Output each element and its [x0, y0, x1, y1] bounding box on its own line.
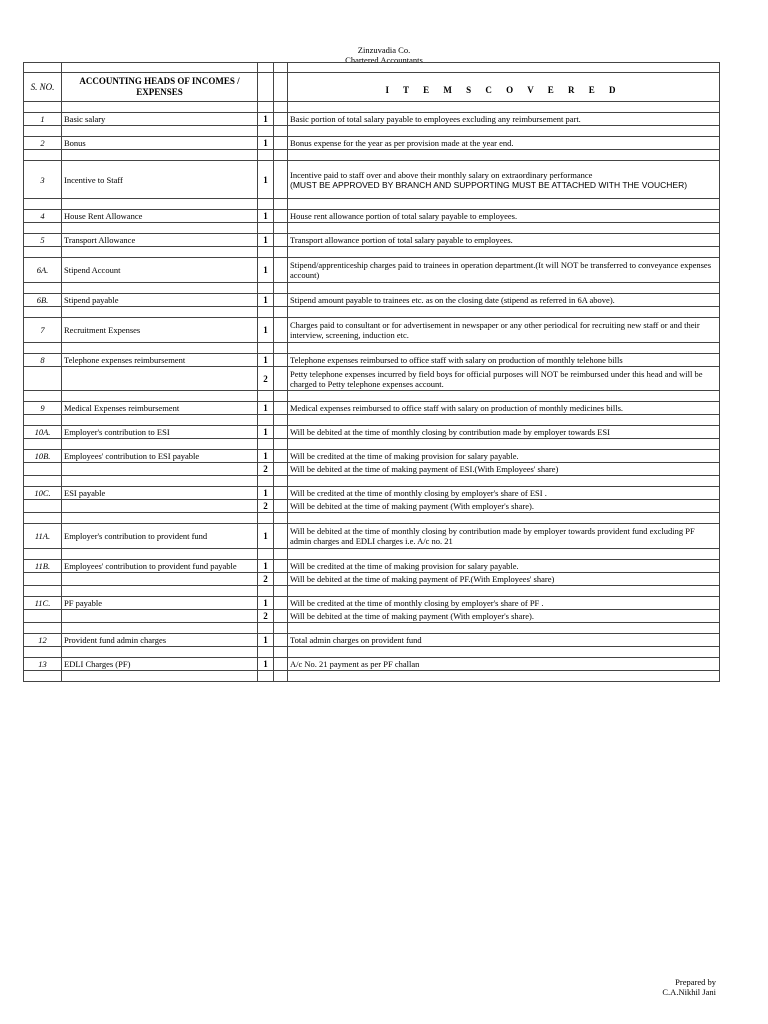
- account-head: [62, 463, 258, 476]
- row-number: 6B.: [24, 294, 62, 307]
- item-text: Will be debited at the time of monthly closing by contribution made by employer towards provident fund excluding PF admin charges and EDLI charges i.e. A/c no. 21: [290, 526, 695, 546]
- table-row: [24, 161, 720, 199]
- item-description: [288, 560, 720, 573]
- account-head: [62, 500, 258, 513]
- row-number: 5: [24, 234, 62, 247]
- entry-number: 1: [258, 294, 274, 307]
- item-text: Medical expenses reimbursed to office staff with salary on production of monthly medicines bills.: [290, 403, 623, 413]
- account-head: Bonus: [62, 137, 258, 150]
- entry-number: 1: [258, 161, 274, 199]
- account-head: Recruitment Expenses: [62, 318, 258, 343]
- item-description: [288, 402, 720, 415]
- entry-number: 1: [258, 560, 274, 573]
- company-subtitle: Chartered Accountants: [345, 55, 423, 62]
- item-description: [288, 161, 720, 199]
- table-row: [24, 500, 720, 513]
- row-number: 11C.: [24, 597, 62, 610]
- account-head: [62, 573, 258, 586]
- item-description: [288, 463, 720, 476]
- table-row: [24, 487, 720, 500]
- table-row: [24, 318, 720, 343]
- item-text: Telephone expenses reimbursed to office staff with salary on production of monthly telehone bills: [290, 355, 623, 365]
- table-row: [24, 234, 720, 247]
- account-head: [62, 367, 258, 391]
- item-description: [288, 258, 720, 283]
- row-number: 1: [24, 113, 62, 126]
- item-text: Stipend/apprenticeship charges paid to trainees in operation department.(It will NOT be transferred to conveyance expenses account): [290, 260, 711, 280]
- row-number: 10B.: [24, 450, 62, 463]
- account-head: Stipend Account: [62, 258, 258, 283]
- item-text: Will be debited at the time of making payment (With employer's share).: [290, 501, 534, 511]
- item-text: Charges paid to consultant or for advertisement in newspaper or any other periodical for recruiting new staff or and their interview, screening, induction etc.: [290, 320, 700, 340]
- table-row: [24, 426, 720, 439]
- item-description: [288, 610, 720, 623]
- account-head: Employer's contribution to ESI: [62, 426, 258, 439]
- entry-number: 1: [258, 426, 274, 439]
- table-row: [24, 573, 720, 586]
- account-head: Transport Allowance: [62, 234, 258, 247]
- item-text: Bonus expense for the year as per provision made at the year end.: [290, 138, 514, 148]
- table-row: [24, 113, 720, 126]
- table-row: [24, 634, 720, 647]
- row-number: 7: [24, 318, 62, 343]
- row-number: 11A.: [24, 524, 62, 549]
- item-description: [288, 367, 720, 391]
- spacer-row: [24, 391, 720, 402]
- spacer-row: [24, 199, 720, 210]
- entry-number: 2: [258, 610, 274, 623]
- row-number: 10C.: [24, 487, 62, 500]
- spacer-row: [24, 415, 720, 426]
- item-text: Stipend amount payable to trainees etc. as on the closing date (stipend as referred in 6A above).: [290, 295, 615, 305]
- accounting-heads-table: [23, 62, 720, 682]
- entry-number: 1: [258, 634, 274, 647]
- account-head: Employer's contribution to provident fund: [62, 524, 258, 549]
- spacer-row: [24, 223, 720, 234]
- preparer-name: C.A.Nikhil Jani: [662, 987, 716, 997]
- item-text: Will be credited at the time of making provision for salary payable.: [290, 561, 519, 571]
- table-row: [24, 258, 720, 283]
- row-number: 2: [24, 137, 62, 150]
- spacer-row: [24, 476, 720, 487]
- table-row: [24, 524, 720, 549]
- spacer-row: [24, 513, 720, 524]
- row-number: 13: [24, 658, 62, 671]
- spacer-row: [24, 247, 720, 258]
- row-number: [24, 500, 62, 513]
- item-description: [288, 524, 720, 549]
- entry-number: 2: [258, 463, 274, 476]
- spacer-row: [24, 102, 720, 113]
- item-description: [288, 426, 720, 439]
- item-text: Will be debited at the time of making payment (With employer's share).: [290, 611, 534, 621]
- entry-number: 1: [258, 210, 274, 223]
- item-description: [288, 487, 720, 500]
- row-number: [24, 367, 62, 391]
- prepared-by: [662, 977, 716, 997]
- entry-number: 2: [258, 367, 274, 391]
- items-header: I T E M S C O V E R E D: [288, 73, 720, 102]
- table-row: [24, 367, 720, 391]
- entry-number: 1: [258, 234, 274, 247]
- account-head: Stipend payable: [62, 294, 258, 307]
- item-text: Basic portion of total salary payable to employees excluding any reimbursement part.: [290, 114, 581, 124]
- account-head: EDLI Charges (PF): [62, 658, 258, 671]
- row-number: 10A.: [24, 426, 62, 439]
- account-head: Basic salary: [62, 113, 258, 126]
- spacer-row: [24, 307, 720, 318]
- entry-number: 1: [258, 113, 274, 126]
- heads-header: ACCOUNTING HEADS OF INCOMES / EXPENSES: [62, 73, 258, 102]
- account-head: Incentive to Staff: [62, 161, 258, 199]
- account-head: Telephone expenses reimbursement: [62, 354, 258, 367]
- spacer-row: [24, 283, 720, 294]
- item-text: Transport allowance portion of total salary payable to employees.: [290, 235, 513, 245]
- item-description: [288, 137, 720, 150]
- item-text: Will be credited at the time of making provision for salary payable.: [290, 451, 519, 461]
- spacer-row: [24, 623, 720, 634]
- item-note: (MUST BE APPROVED BY BRANCH AND SUPPORTING MUST BE ATTACHED WITH THE VOUCHER): [290, 179, 688, 190]
- row-number: 6A.: [24, 258, 62, 283]
- entry-number: 1: [258, 402, 274, 415]
- item-text: Petty telephone expenses incurred by field boys for official purposes will NOT be reimbursed under this head and will be charged to Petty telephone expenses account.: [290, 368, 703, 389]
- table-row: [24, 463, 720, 476]
- table-row: [24, 610, 720, 623]
- entry-number: 2: [258, 500, 274, 513]
- entry-number: 1: [258, 354, 274, 367]
- item-description: [288, 210, 720, 223]
- spacer-row: [24, 647, 720, 658]
- entry-number: 1: [258, 258, 274, 283]
- account-head: PF payable: [62, 597, 258, 610]
- row-number: 3: [24, 161, 62, 199]
- entry-number: 1: [258, 318, 274, 343]
- item-description: [288, 500, 720, 513]
- item-description: [288, 234, 720, 247]
- entry-number: 1: [258, 487, 274, 500]
- table-row: [24, 294, 720, 307]
- entry-number: 2: [258, 573, 274, 586]
- row-number: [24, 610, 62, 623]
- item-text: Will be debited at the time of making payment of ESI.(With Employees' share): [290, 464, 559, 474]
- table-row: [24, 354, 720, 367]
- account-head: Medical Expenses reimbursement: [62, 402, 258, 415]
- item-description: [288, 573, 720, 586]
- account-head: Employees' contribution to ESI payable: [62, 450, 258, 463]
- row-number: 8: [24, 354, 62, 367]
- company-name: Zinzuvadia Co.: [357, 45, 411, 55]
- item-description: [288, 318, 720, 343]
- item-description: [288, 634, 720, 647]
- table-row: [24, 210, 720, 223]
- item-description: [288, 354, 720, 367]
- row-number: 4: [24, 210, 62, 223]
- item-text: House rent allowance portion of total salary payable to employees.: [290, 211, 518, 221]
- table-row: [24, 658, 720, 671]
- item-text: A/c No. 21 payment as per PF challan: [290, 659, 420, 669]
- account-head: Provident fund admin charges: [62, 634, 258, 647]
- row-number: 12: [24, 634, 62, 647]
- entry-number: 1: [258, 524, 274, 549]
- item-text: Will be debited at the time of making payment of PF.(With Employees' share): [290, 574, 555, 584]
- entry-number: 1: [258, 137, 274, 150]
- table-row: [24, 450, 720, 463]
- item-description: [288, 294, 720, 307]
- entry-number: 1: [258, 450, 274, 463]
- row-number: 9: [24, 402, 62, 415]
- account-head: Employees' contribution to provident fund payable: [62, 560, 258, 573]
- item-text: Incentive paid to staff over and above their monthly salary on extraordinary performance: [290, 169, 593, 180]
- item-description: [288, 597, 720, 610]
- row-number: [24, 463, 62, 476]
- row-number: [24, 573, 62, 586]
- account-head: House Rent Allowance: [62, 210, 258, 223]
- spacer-row: [24, 586, 720, 597]
- sno-header: S. NO.: [24, 73, 62, 102]
- account-head: ESI payable: [62, 487, 258, 500]
- spacer-row: [24, 150, 720, 161]
- entry-number: 1: [258, 658, 274, 671]
- table-row: [24, 597, 720, 610]
- item-description: [288, 658, 720, 671]
- item-description: [288, 450, 720, 463]
- spacer-row: [24, 549, 720, 560]
- column-header-row: [24, 73, 720, 102]
- account-head: [62, 610, 258, 623]
- item-text: Will be debited at the time of monthly closing by contribution made by employer towards ESI: [290, 427, 610, 437]
- item-text: Will be credited at the time of monthly closing by employer's share of PF .: [290, 598, 544, 608]
- spacer-row: [24, 671, 720, 682]
- item-text: Total admin charges on provident fund: [290, 635, 422, 645]
- spacer-row: [24, 439, 720, 450]
- item-text: Will be credited at the time of monthly closing by employer's share of ESI .: [290, 488, 547, 498]
- prepared-by-label: Prepared by: [675, 977, 716, 987]
- entry-number: 1: [258, 597, 274, 610]
- spacer-row: [24, 343, 720, 354]
- table-row: [24, 560, 720, 573]
- row-number: 11B.: [24, 560, 62, 573]
- spacer-row: [24, 126, 720, 137]
- table-row: [24, 402, 720, 415]
- table-row: [24, 137, 720, 150]
- item-description: [288, 113, 720, 126]
